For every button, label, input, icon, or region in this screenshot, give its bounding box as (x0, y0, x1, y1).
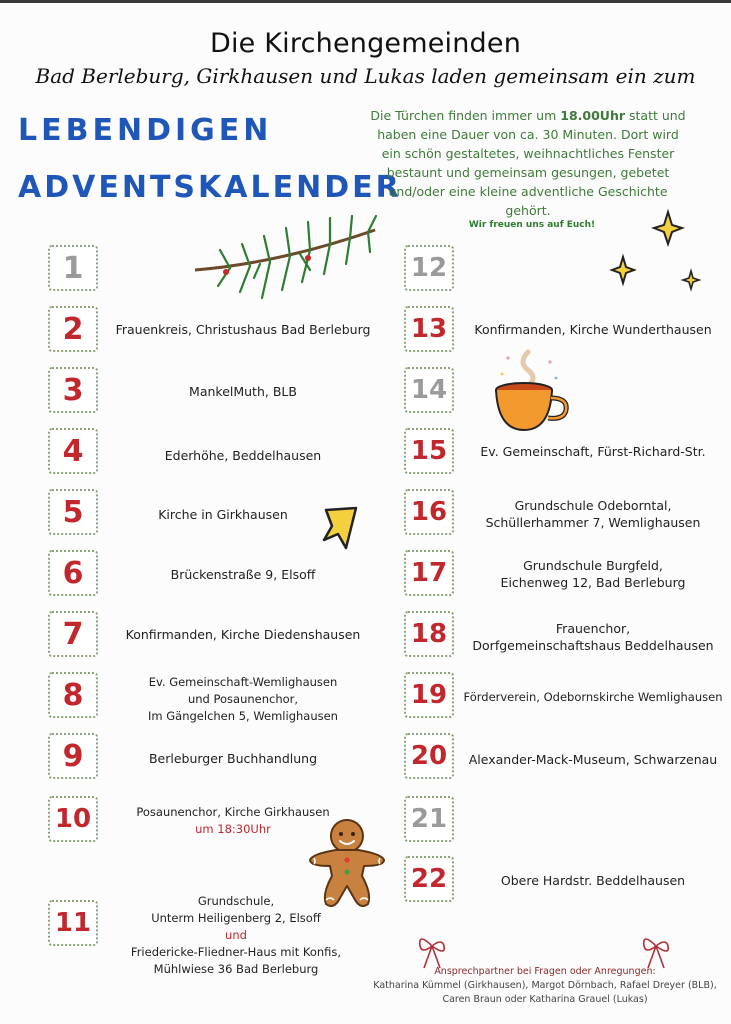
door-7: 7 (48, 611, 98, 657)
event-17: Grundschule Burgfeld, Eichenweg 12, Bad Berleburg (500, 558, 686, 590)
contact-info: Ansprechpartner bei Fragen oder Anregungen: Katharina Kümmel (Girkhausen), Margot Dörnbach, Rafael Dreyer (BLB), Caren Braun oder Katharina Grauel (Lukas) (373, 966, 717, 1005)
event-16: Grundschule Odeborntal, Schüllerhammer 7, Wemlighausen (485, 498, 701, 530)
door-17: 17 (404, 550, 454, 596)
event-20: Alexander-Mack-Museum, Schwarzenau (468, 752, 718, 767)
door-8: 8 (48, 672, 98, 718)
door-3: 3 (48, 367, 98, 413)
event-7: Konfirmanden, Kirche Diedenshausen (125, 627, 361, 642)
door-14: 14 (404, 367, 454, 413)
event-6: Brückenstraße 9, Elsoff (170, 567, 316, 582)
door-1: 1 (48, 245, 98, 291)
door-15: 15 (404, 428, 454, 474)
star-icon (652, 210, 684, 246)
star-icon (610, 255, 636, 285)
event-11: Grundschule, Unterm Heiligenberg 2, Elsoff und Friedericke-Fliedner-Haus mit Konfis, Mühlwiese 36 Bad Berleburg (130, 894, 342, 976)
door-13: 13 (404, 306, 454, 352)
page-title: Die Kirchengemeinden (209, 28, 522, 59)
event-4: Ederhöhe, Beddelhausen (164, 448, 322, 463)
star-icon (682, 270, 700, 290)
event-22: Obere Hardstr. Beddelhausen (500, 873, 686, 888)
logo-line-2: ADVENTSKALENDER (18, 170, 402, 205)
coffee-cup-icon (488, 348, 570, 434)
event-13: Konfirmanden, Kirche Wunderthausen (474, 322, 712, 337)
door-18: 18 (404, 611, 454, 657)
event-15: Ev. Gemeinschaft, Fürst-Richard-Str. (480, 444, 706, 459)
event-19: Förderverein, Odebornskirche Wemlighausen (463, 690, 723, 704)
page-subtitle: Bad Berleburg, Girkhausen und Lukas laden gemeinsam ein zum (35, 64, 696, 88)
event-8: Ev. Gemeinschaft-Wemlighausen und Posaunenchor, Im Gängelchen 5, Wemlighausen (148, 675, 338, 723)
event-3: MankelMuth, BLB (189, 384, 297, 399)
event-18: Frauenchor, Dorfgemeinschaftshaus Beddelhausen (472, 621, 714, 653)
door-16: 16 (404, 489, 454, 535)
info-text: Die Türchen finden immer um 18.00Uhr statt und haben eine Dauer von ca. 30 Minuten. Dort wird ein schön gestaltetes, weihnachtliches Fenster bestaunt und gemeinsam gesungen, gebetet und/oder eine kleine adventliche Geschichte gehört. (370, 108, 686, 218)
logo-line-1: LEBENDIGEN (18, 113, 273, 148)
door-4: 4 (48, 428, 98, 474)
door-12: 12 (404, 245, 454, 291)
fir-branch-icon (190, 208, 380, 308)
door-11: 11 (48, 900, 98, 946)
door-9: 9 (48, 733, 98, 779)
event-2: Frauenkreis, Christushaus Bad Berleburg (115, 322, 371, 337)
door-6: 6 (48, 550, 98, 596)
thanks-text: Wir freuen uns auf Euch! (468, 220, 596, 230)
door-2: 2 (48, 306, 98, 352)
door-22: 22 (404, 856, 454, 902)
event-5: Kirche in Girkhausen (158, 507, 288, 522)
event-9: Berleburger Buchhandlung (148, 751, 318, 766)
door-5: 5 (48, 489, 98, 535)
door-20: 20 (404, 733, 454, 779)
event-10: Posaunenchor, Kirche Girkhausen um 18:30Uhr (136, 805, 330, 836)
door-21: 21 (404, 796, 454, 842)
door-19: 19 (404, 672, 454, 718)
door-10: 10 (48, 796, 98, 842)
